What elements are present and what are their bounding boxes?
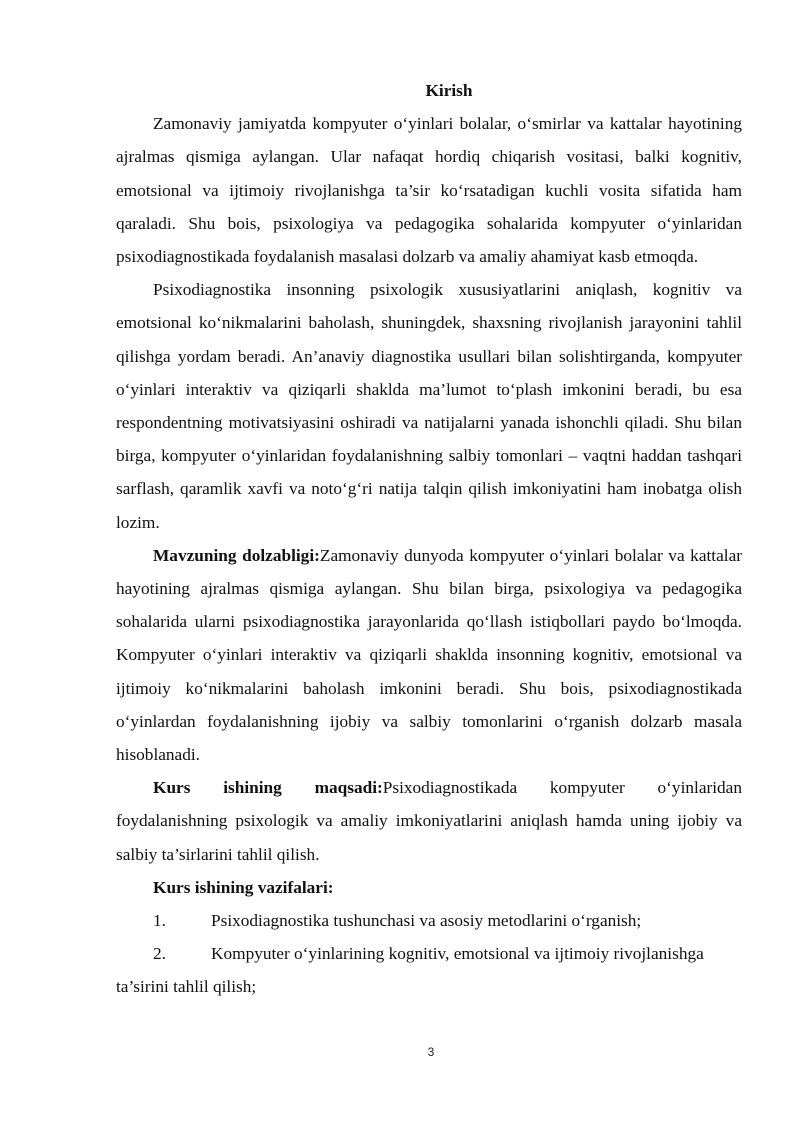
tasks-heading-paragraph <box>116 871 742 904</box>
relevance-text: Zamonaviy dunyoda kompyuter o‘yinlari bolalar va kattalar hayotining ajralmas qismiga aylangan. Shu bilan birga, psixologiya va pedagogika sohalarida ularni psixodiagnostika jarayonlarida qo‘llash istiqbollari paydo bo‘lmoqda. Kompyuter o‘yinlari interaktiv va qiziqarli shaklda insonning kognitiv, emotsional va ijtimoiy ko‘nikmalarini baholash imkonini beradi. Shu bois, psixodiagnostikada o‘yinlardan foydalanishning ijobiy va salbiy tomonlarini o‘rganish dolzarb masala hisoblanadi. <box>116 545 742 765</box>
page-number: 3 <box>427 1045 435 1059</box>
task-item-continuation <box>116 970 742 1003</box>
intro-paragraph-1: Zamonaviy jamiyatda kompyuter o‘yinlari bolalar, o‘smirlar va kattalar hayotining ajralmas qismiga aylangan. Ular nafaqat hordiq chiqarish vositasi, balki kognitiv, emotsional va ijtimoiy rivojlanishga ta’sir ko‘rsatadigan kuchli vosita sifatida ham qaraladi. Shu bois, psixologiya va pedagogika sohalarida kompyuter o‘yinlaridan psixodiagnostikada foydalanish masalasi dolzarb va amaliy ahamiyat kasb etmoqda. <box>116 114 742 267</box>
section-heading: Kirish <box>425 81 473 100</box>
page-content <box>116 74 742 1004</box>
task-item <box>116 904 742 937</box>
relevance-paragraph <box>116 539 742 771</box>
tasks-label: Kurs ishining vazifalari: <box>153 877 334 897</box>
task-number: 1. <box>153 911 166 931</box>
task-item <box>116 937 742 970</box>
goal-text: Psixodiagnostikada kompyuter o‘yinlaridan foydalanishning psixologik va amaliy imkoniyatlarini aniqlash hamda uning ijobiy va salbiy ta’sirlarini tahlil qilish. <box>116 778 742 864</box>
intro-paragraph-2: Psixodiagnostika insonning psixologik xususiyatlarini aniqlash, kognitiv va emotsional ko‘nikmalarini baholash, shuningdek, shaxsning rivojlanish jarayonini tahlil qilishga yordam beradi. An’anaviy diagnostika usullari bilan solishtirganda, kompyuter o‘yinlari interaktiv va qiziqarli shaklda ma’lumot to‘plash imkonini beradi, bu esa respondentning motivatsiyasini oshiradi va natijalarni yanada ishonchli qiladi. Shu bilan birga, kompyuter o‘yinlaridan foydalanishning salbiy tomonlari – vaqtni haddan tashqari sarflash, qaramlik xavfi va noto‘g‘ri natija talqin qilish imkoniyatini ham inobatga olish lozim. <box>116 280 742 532</box>
goal-label: Kurs ishining maqsadi: <box>153 778 383 798</box>
relevance-label: Mavzuning dolzabligi: <box>153 545 320 565</box>
task-number: 2. <box>153 944 166 964</box>
task-text: Psixodiagnostika tushunchasi va asosiy metodlarini o‘rganish; <box>211 911 642 931</box>
task-text: Kompyuter o‘yinlarining kognitiv, emotsional va ijtimoiy rivojlanishga <box>211 944 704 964</box>
task-text-continuation: ta’sirini tahlil qilish; <box>116 977 257 997</box>
goal-paragraph <box>116 771 742 871</box>
